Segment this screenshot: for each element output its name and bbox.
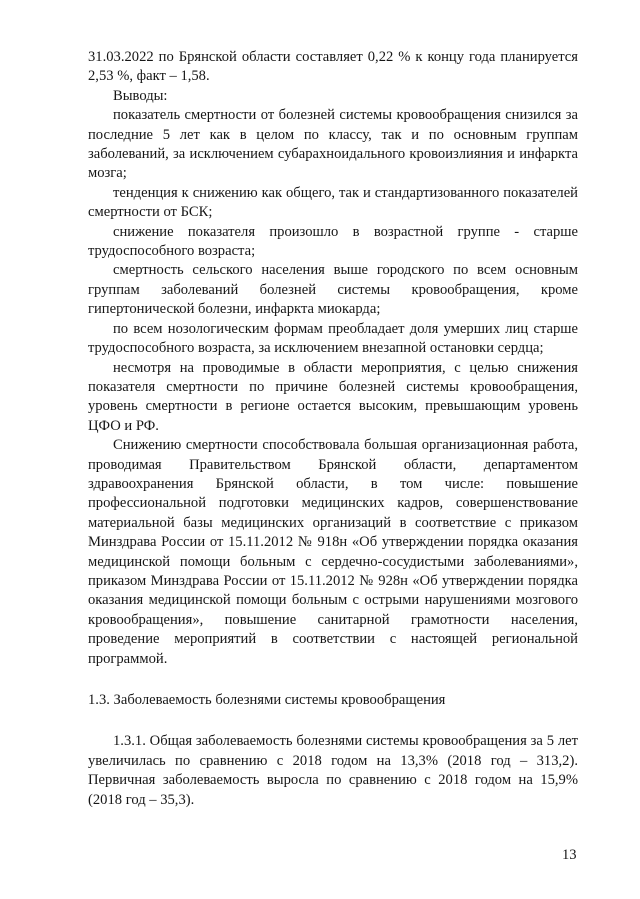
conclusion-item: смертность сельского населения выше городского по всем основным группам заболеваний болезней системы кровообращения, кроме гипертонической болезни, инфаркта миокарда; xyxy=(88,262,578,318)
conclusion-item: показатель смертности от болезней системы кровообращения снизился за последние 5 лет как в целом по классу, так и по основным группам заболеваний, за исключением субарахноидального кровоизлияния и инфаркта мозга; xyxy=(88,107,578,182)
paragraph-morbidity: 1.3.1. Общая заболеваемость болезнями системы кровообращения за 5 лет увеличилась по сравнению с 2018 годом на 13,3% (2018 год – 313,2). Первичная заболеваемость выросла по сравнению с 2018 годом на 15,9% (2018 год – 35,3). xyxy=(88,733,578,808)
conclusion-item: несмотря на проводимые в области мероприятия, с целью снижения показателя смертности по причине болезней системы кровообращения, уровень смертности в регионе остается высоким, превышающим уровень ЦФО и РФ. xyxy=(88,359,578,434)
conclusion-item: снижение показателя произошло в возрастной группе - старше трудоспособного возраста; xyxy=(88,223,578,260)
paragraph-intro: 31.03.2022 по Брянской области составляет 0,22 % к концу года планируется 2,53 %, факт – 1,58. xyxy=(88,49,578,85)
paragraph-organizational-work: Снижению смертности способствовала большая организационная работа, проводимая Правительством Брянской области, департаментом здравоохранения Брянской области, в том числе: повышение профессиональной подготовки медицинских кадров, совершенствование материальной базы медицинских организаций в соответствие с приказом Минздрава России от 15.11.2012 № 918н «Об утверждении порядка оказания медицинской помощи больным с сердечно-сосудистыми заболеваниями», приказом Минздрава России от 15.11.2012 № 928н «Об утверждении порядка оказания медицинской помощи больным с острыми нарушениями мозгового кровообращения», повышение санитарной грамотности населения, проведение мероприятий в соответствии с настоящей региональной программой. xyxy=(88,437,578,667)
conclusions-label: Выводы: xyxy=(113,87,168,104)
page-number: 13 xyxy=(562,847,577,863)
conclusion-item: по всем нозологическим формам преобладает доля умерших лиц старше трудоспособного возраста, за исключением внезапной остановки сердца; xyxy=(88,320,578,357)
section-heading: 1.3. Заболеваемость болезнями системы кровообращения xyxy=(88,692,446,708)
document-body xyxy=(88,48,578,810)
conclusion-item: тенденция к снижению как общего, так и стандартизованного показателей смертности от БСК; xyxy=(88,184,578,221)
